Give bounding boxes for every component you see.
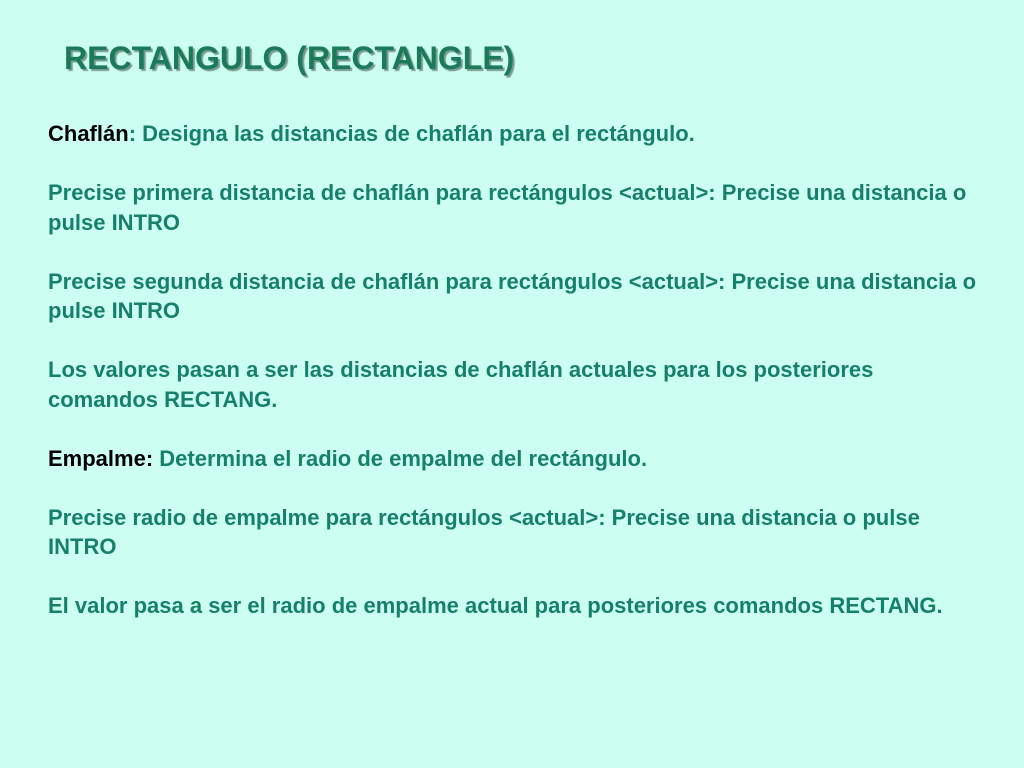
paragraph-text: Precise radio de empalme para rectángulos <actual>: Precise una distancia o pulse INTRO (48, 504, 920, 559)
paragraph-text: : Designa las distancias de chaflán para el rectángulo. (128, 121, 695, 146)
paragraph-text: Precise primera distancia de chaflán para rectángulos <actual>: Precise una distancia o pulse INTRO (48, 180, 967, 235)
term-chaflan: Chaflán (48, 121, 129, 146)
paragraph-text: Los valores pasan a ser las distancias de chaflán actuales para los posteriores comandos RECTANG. (48, 357, 874, 412)
paragraph-text: Precise segunda distancia de chaflán para rectángulos <actual>: Precise una distancia o pulse INTRO (48, 268, 977, 323)
slide-title: RECTANGULO (RECTANGLE) (64, 40, 515, 76)
paragraph-first-distance (48, 178, 978, 237)
paragraph-text: El valor pasa a ser el radio de empalme actual para posteriores comandos RECTANG. (48, 593, 943, 618)
slide-body (48, 119, 978, 650)
paragraph-radius (48, 503, 978, 562)
paragraph-second-distance (48, 267, 978, 326)
paragraph-text: Determina el radio de empalme del rectángulo. (153, 445, 648, 471)
term-empalme: Empalme: (48, 445, 154, 471)
paragraph-empalme (48, 444, 978, 474)
paragraph-values (48, 355, 978, 414)
paragraph-chaflan (48, 119, 978, 149)
paragraph-radius-value (48, 591, 978, 621)
